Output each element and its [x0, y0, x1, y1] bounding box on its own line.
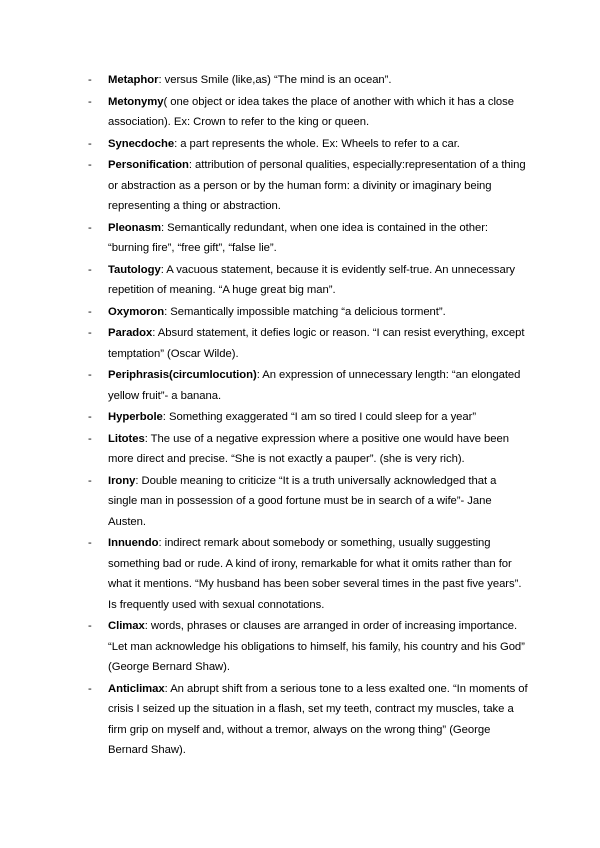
definition-paradox: : Absurd statement, it defies logic or reason. “I can resist everything, except temptation” (Oscar Wilde). [108, 327, 525, 360]
bullet-dash: - [88, 159, 92, 171]
bullet-dash: - [88, 137, 92, 150]
term-tautology: Tautology [108, 263, 161, 276]
term-irony: Irony [108, 474, 136, 487]
list-item-synecdoche [88, 134, 528, 155]
definition-irony: : Double meaning to criticize “It is a truth universally acknowledged that a single man in possession of a good fortune must be in search of a wife”- Jane Austen. [108, 474, 497, 528]
term-personification: Personification [108, 159, 189, 171]
bullet-dash: - [88, 74, 92, 86]
list-item-pleonasm [88, 218, 528, 259]
bullet-dash: - [88, 95, 92, 108]
bullet-dash: - [88, 263, 92, 276]
list-item-personification [88, 155, 528, 217]
list-item-hyperbole [88, 407, 528, 428]
list-item-paradox [88, 323, 528, 364]
list-item-oxymoron [88, 302, 528, 323]
list-item-climax [88, 616, 528, 678]
bullet-dash: - [88, 474, 92, 487]
term-pleonasm: Pleonasm [108, 221, 161, 234]
list-item-metonymy [88, 92, 528, 133]
term-hyperbole: Hyperbole [108, 411, 163, 423]
term-periphrasis: Periphrasis(circumlocution) [108, 369, 257, 381]
term-innuendo: Innuendo [108, 537, 159, 549]
list-item-periphrasis [88, 365, 528, 406]
bullet-dash: - [88, 411, 92, 423]
term-paradox: Paradox [108, 327, 153, 339]
definition-personification: : attribution of personal qualities, especially:representation of a thing or abstraction as a person or by the human form: a divinity or imaginary being representing a thing or abstraction. [108, 159, 526, 212]
term-oxymoron: Oxymoron [108, 305, 165, 318]
bullet-dash: - [88, 369, 92, 381]
definition-periphrasis: : An expression of unnecessary length: “an elongated yellow fruit”- a banana. [108, 369, 521, 402]
list-item-metaphor [88, 70, 528, 91]
definition-litotes: : The use of a negative expression where a positive one would have been more direct and precise. “She is not exactly a pauper”. (she is very rich). [108, 432, 509, 465]
bullet-dash: - [88, 432, 92, 445]
list-item-tautology [88, 260, 528, 301]
figures-of-speech-list [88, 70, 528, 762]
definition-anticlimax: : An abrupt shift from a serious tone to a less exalted one. “In moments of crisis I seized up the situation in a flash, set my teeth, contract my muscles, take a firm grip on myself and, without a tremor, always on the wrong thing” (George Bernard Shaw). [108, 682, 528, 756]
bullet-dash: - [88, 537, 92, 549]
list-item-litotes [88, 429, 528, 470]
term-metaphor: Metaphor [108, 74, 159, 86]
definition-pleonasm: : Semantically redundant, when one idea is contained in the other: “burning fire”, “free gift”, “false lie”. [108, 221, 489, 254]
term-anticlimax: Anticlimax [108, 682, 165, 695]
definition-hyperbole: : Something exaggerated “I am so tired I could sleep for a year” [162, 411, 477, 423]
term-metonymy: Metonymy [108, 95, 164, 108]
bullet-dash: - [88, 221, 92, 234]
definition-metonymy: ( one object or idea takes the place of another with which it has a close association). Ex: Crown to refer to the king or queen. [108, 95, 514, 128]
definition-climax: : words, phrases or clauses are arranged in order of increasing importance. “Let man acknowledge his obligations to himself, his family, his country and his God” (George Bernard Shaw). [108, 620, 525, 673]
list-item-anticlimax [88, 679, 528, 761]
term-climax: Climax [108, 620, 145, 632]
bullet-dash: - [88, 327, 92, 339]
definition-innuendo: : indirect remark about somebody or something, usually suggesting something bad or rude. A kind of irony, remarkable for what it omits rather than for what it mentions. “My husband has been sober several times in the past five years”. Is frequently used with sexual connotations. [108, 537, 522, 611]
definition-oxymoron: : Semantically impossible matching “a delicious torment”. [164, 305, 446, 318]
bullet-dash: - [88, 682, 92, 695]
bullet-dash: - [88, 620, 92, 632]
list-item-innuendo [88, 533, 528, 615]
term-litotes: Litotes [108, 432, 145, 445]
definition-tautology: : A vacuous statement, because it is evidently self-true. An unnecessary repetition of meaning. “A huge great big man”. [108, 263, 516, 296]
term-synecdoche: Synecdoche [108, 137, 175, 150]
definition-metaphor: : versus Smile (like,as) “The mind is an ocean”. [158, 74, 392, 86]
list-item-irony [88, 471, 528, 533]
bullet-dash: - [88, 305, 92, 318]
definition-synecdoche: : a part represents the whole. Ex: Wheels to refer to a car. [174, 137, 460, 150]
